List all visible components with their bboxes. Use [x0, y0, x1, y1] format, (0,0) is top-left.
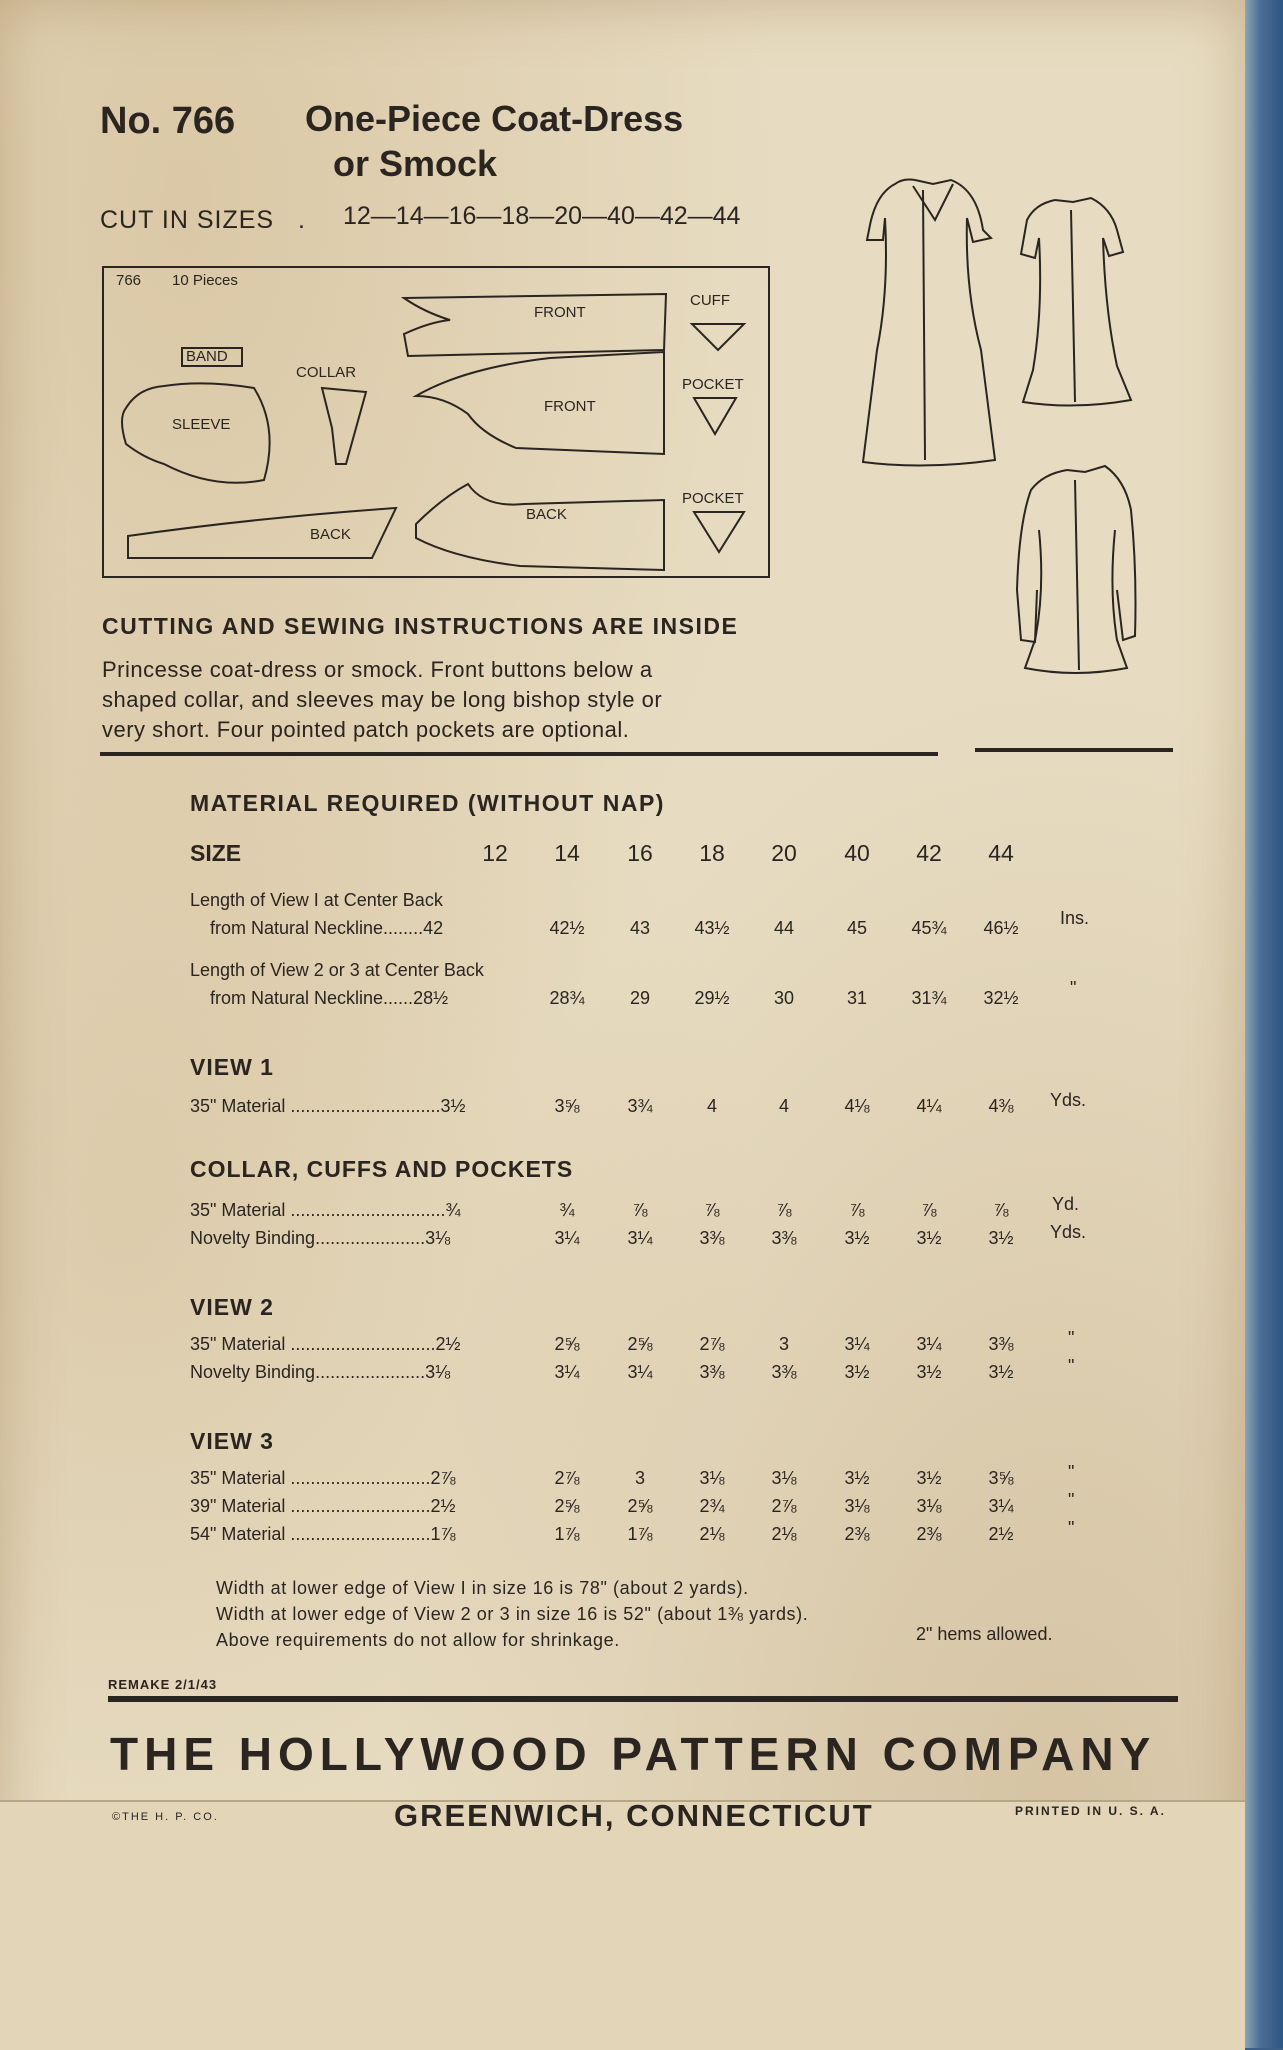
divider-rule-right — [975, 748, 1173, 752]
table-cell: 31 — [846, 988, 868, 1008]
table-cell: 2⅞ — [699, 1334, 725, 1354]
back-piece-1 — [128, 508, 396, 558]
remake-date: REMAKE 2/1/43 — [108, 1677, 218, 1692]
table-cell: 3¼ — [554, 1362, 580, 1382]
description-line-2: shaped collar, and sleeves may be long bishop style or — [102, 687, 663, 712]
row-label: Novelty Binding......................3⅛ — [190, 1362, 451, 1382]
view2-sketch — [1021, 198, 1131, 406]
row-label-line1: Length of View 2 or 3 at Center Back — [190, 960, 484, 980]
size-col: 44 — [988, 840, 1014, 866]
table-cell: 3½ — [916, 1362, 942, 1382]
row-label: 39" Material ............................2½ — [190, 1496, 456, 1516]
pattern-description — [102, 655, 782, 745]
table-cell: 3½ — [988, 1228, 1014, 1248]
size-col: 18 — [699, 840, 725, 866]
note-shrinkage: Above requirements do not allow for shrinkage. — [216, 1630, 620, 1650]
table-cell: ⅞ — [632, 1200, 648, 1220]
table-cell: ⅞ — [993, 1200, 1009, 1220]
table-cell: 3⅜ — [699, 1362, 725, 1382]
note-view23-width: Width at lower edge of View 2 or 3 in size 16 is 52" (about 1⅜ yards). — [216, 1604, 809, 1624]
table-cell: 44 — [773, 918, 795, 938]
table-cell: 28¾ — [549, 988, 585, 1008]
table-cell: ⅞ — [849, 1200, 865, 1220]
table-cell: 2⅝ — [627, 1496, 653, 1516]
pocket-label-1: POCKET — [682, 376, 744, 393]
note-hems: 2" hems allowed. — [916, 1624, 1053, 1644]
envelope-flap — [0, 1800, 1245, 2050]
view3-sketch — [1017, 466, 1136, 673]
table-cell: 1⅞ — [627, 1524, 653, 1544]
unit-label: " — [1068, 1328, 1075, 1348]
table-cell: 2⅜ — [844, 1524, 870, 1544]
table-cell: 2⅛ — [699, 1524, 725, 1544]
table-cell: 4¼ — [916, 1096, 942, 1116]
table-cell: 2¾ — [699, 1496, 725, 1516]
collar-piece — [322, 388, 366, 464]
row-label: 35" Material .............................2½ — [190, 1334, 461, 1354]
front-label-1: FRONT — [534, 304, 586, 321]
row-label: 35" Material ..............................3½ — [190, 1096, 466, 1116]
pattern-title: One-Piece Coat-Dress — [305, 98, 684, 139]
table-cell: 29 — [629, 988, 651, 1008]
size-label: SIZE — [190, 840, 242, 866]
table-cell: 3¼ — [988, 1496, 1014, 1516]
description-line-1: Princesse coat-dress or smock. Front buttons below a — [102, 657, 653, 682]
table-cell: 3⅛ — [844, 1496, 870, 1516]
table-cell: 43½ — [694, 918, 730, 938]
front-piece-2 — [416, 352, 664, 454]
note-view1-width: Width at lower edge of View I in size 16 is 78" (about 2 yards). — [216, 1578, 749, 1598]
table-cell: 4⅜ — [988, 1096, 1014, 1116]
row-label-line2: from Natural Neckline......28½ — [210, 988, 449, 1008]
cut-sizes-list: 12—14—16—18—20—40—42—44 — [343, 202, 741, 230]
table-cell: 3⅜ — [771, 1362, 797, 1382]
pieces-count: 10 Pieces — [172, 272, 238, 289]
table-cell: 3⅛ — [771, 1468, 797, 1488]
table-cell: 45 — [846, 918, 868, 938]
table-cell: 46½ — [983, 918, 1019, 938]
unit-label: " — [1068, 1356, 1075, 1376]
table-cell: ⅞ — [776, 1200, 792, 1220]
table-cell: 2⅛ — [771, 1524, 797, 1544]
copyright: ©THE H. P. CO. — [112, 1811, 219, 1823]
size-col: 16 — [627, 840, 653, 866]
collar-label: COLLAR — [296, 364, 357, 381]
table-cell: 3¼ — [627, 1228, 653, 1248]
table-cell: 2⅜ — [916, 1524, 942, 1544]
band-label: BAND — [186, 348, 228, 365]
table-cell: 3⅜ — [699, 1228, 725, 1248]
back-label-1: BACK — [310, 526, 351, 543]
view2-heading: VIEW 2 — [190, 1294, 274, 1320]
row-label: 54" Material ............................1⅞ — [190, 1524, 456, 1544]
unit-label: " — [1068, 1518, 1075, 1538]
pocket-piece-2 — [694, 512, 744, 552]
table-cell: 3¼ — [844, 1334, 870, 1354]
view3-heading: VIEW 3 — [190, 1428, 274, 1454]
dress-sketches — [855, 170, 1185, 690]
table-cell: 2⅝ — [554, 1496, 580, 1516]
collar-heading: COLLAR, CUFFS AND POCKETS — [190, 1156, 574, 1182]
size-col: 20 — [771, 840, 797, 866]
row-label-line2: from Natural Neckline........42 — [210, 918, 444, 938]
table-cell: 3 — [778, 1334, 789, 1354]
description-line-3: very short. Four pointed patch pockets are optional. — [102, 717, 630, 742]
table-cell: 3¾ — [627, 1096, 653, 1116]
table-cell: 3½ — [988, 1362, 1014, 1382]
unit-label: Ins. — [1060, 908, 1090, 928]
table-cell: 4⅛ — [844, 1096, 870, 1116]
back-label-2: BACK — [526, 506, 567, 523]
printed-in: PRINTED IN U. S. A. — [1015, 1804, 1166, 1818]
table-cell: ¾ — [559, 1200, 575, 1220]
table-cell: ⅞ — [704, 1200, 720, 1220]
instructions-heading: CUTTING AND SEWING INSTRUCTIONS ARE INSIDE — [102, 613, 739, 639]
footer-rule — [108, 1696, 1178, 1702]
table-cell: 32½ — [983, 988, 1019, 1008]
table-cell: 4 — [778, 1096, 789, 1116]
table-cell: 3¼ — [627, 1362, 653, 1382]
pieces-code: 766 — [116, 272, 142, 289]
table-cell: 3 — [634, 1468, 645, 1488]
table-cell: 3½ — [844, 1362, 870, 1382]
view1-heading: VIEW 1 — [190, 1054, 274, 1080]
table-cell: 43 — [629, 918, 651, 938]
front-label-2: FRONT — [544, 398, 596, 415]
table-cell: 45¾ — [911, 918, 947, 938]
pocket-piece-1 — [694, 398, 736, 434]
size-col: 40 — [844, 840, 870, 866]
unit-label: " — [1068, 1490, 1075, 1510]
table-cell: 2⅝ — [554, 1334, 580, 1354]
unit-label: " — [1068, 1462, 1075, 1482]
size-col: 12 — [482, 840, 508, 866]
divider-rule-left — [100, 752, 938, 756]
table-cell: 3½ — [844, 1228, 870, 1248]
pattern-number: No. 766 — [100, 100, 236, 142]
pattern-subtitle: or Smock — [333, 143, 498, 184]
row-label-line1: Length of View I at Center Back — [190, 890, 443, 910]
unit-label: Yd. — [1052, 1194, 1080, 1214]
table-cell: 2½ — [988, 1524, 1014, 1544]
row-label: 35" Material ............................2⅞ — [190, 1468, 456, 1488]
table-cell: 3⅜ — [988, 1334, 1014, 1354]
table-cell: 3⅛ — [916, 1496, 942, 1516]
row-label: Novelty Binding......................3⅛ — [190, 1228, 451, 1248]
table-cell: 1⅞ — [554, 1524, 580, 1544]
table-cell: 2⅞ — [771, 1496, 797, 1516]
company-city: GREENWICH, CONNECTICUT — [394, 1798, 874, 1833]
cut-sizes-label — [100, 206, 306, 235]
size-col: 14 — [554, 840, 580, 866]
table-cell: 3¼ — [554, 1228, 580, 1248]
table-cell: 30 — [773, 988, 795, 1008]
unit-label: " — [1070, 978, 1077, 998]
table-cell: 3½ — [916, 1468, 942, 1488]
cuff-piece — [692, 324, 744, 350]
table-cell: 2⅝ — [627, 1334, 653, 1354]
table-cell: 29½ — [694, 988, 730, 1008]
table-cell: ⅞ — [921, 1200, 937, 1220]
sleeve-piece — [122, 383, 270, 482]
size-col: 42 — [916, 840, 942, 866]
table-cell: 3⅝ — [988, 1468, 1014, 1488]
table-cell: 4 — [706, 1096, 717, 1116]
pocket-label-2: POCKET — [682, 490, 744, 507]
table-cell: 3⅜ — [771, 1228, 797, 1248]
table-cell: 2⅞ — [554, 1468, 580, 1488]
table-cell: 3½ — [844, 1468, 870, 1488]
table-cell: 31¾ — [911, 988, 947, 1008]
table-cell: 42½ — [549, 918, 585, 938]
cut-label-text: CUT IN SIZES — [100, 206, 275, 234]
sleeve-label: SLEEVE — [172, 416, 231, 433]
cut-separator: . — [298, 206, 306, 234]
row-label: 35" Material ...............................¾ — [190, 1200, 461, 1220]
table-cell: 3⅝ — [554, 1096, 580, 1116]
view1-sketch — [863, 180, 995, 466]
cuff-label: CUFF — [690, 292, 730, 309]
table-cell: 3⅛ — [699, 1468, 725, 1488]
table-cell: 3¼ — [916, 1334, 942, 1354]
unit-label: Yds. — [1050, 1222, 1087, 1242]
unit-label: Yds. — [1050, 1090, 1087, 1110]
blue-envelope-edge — [1245, 0, 1283, 2048]
company-name: THE HOLLYWOOD PATTERN COMPANY — [110, 1728, 1157, 1780]
table-cell: 3½ — [916, 1228, 942, 1248]
back-piece-2 — [416, 484, 664, 570]
material-heading: MATERIAL REQUIRED (WITHOUT NAP) — [190, 790, 665, 816]
pattern-pieces-diagram — [102, 266, 770, 578]
